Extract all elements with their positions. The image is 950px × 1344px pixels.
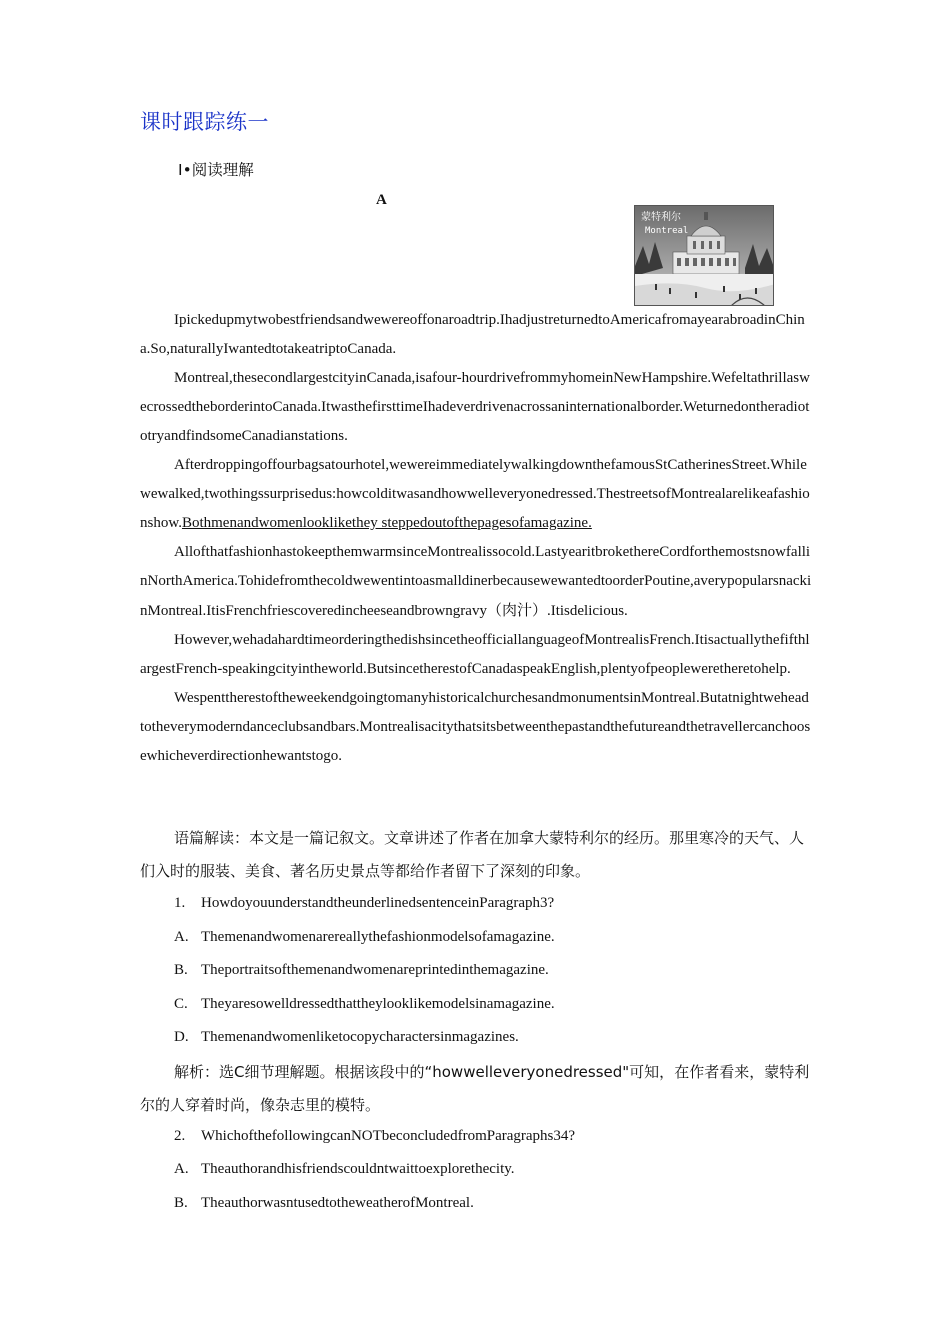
option-text: TheauthorwasntusedtotheweatherofMontreal.: [201, 1195, 474, 1211]
underlined-sentence: Bothmenandwomenlooklikethey steppedoutofthepagesofamagazine.: [181, 515, 592, 531]
question-number: 2.: [174, 1128, 186, 1144]
option-a[interactable]: [174, 929, 555, 946]
question-1-stem: [174, 895, 554, 912]
question-1-analysis: [140, 1056, 812, 1122]
question-number: 1.: [174, 895, 186, 911]
photo-caption-cn: 蒙特利尔: [641, 212, 681, 223]
option-a[interactable]: [174, 1161, 515, 1178]
paragraph-3-text: Afterdroppingoffourbagsatourhotel,wewereimmediatelywalkingdownthefamousStCatherinesStreet.Whilewewalked,twothingssurprisedus:howcolditwasandhowwelleveryonedressed.ThestreetsofMontrealarelikeafashionshow.: [140, 457, 810, 531]
option-text: Theportraitsofthemenandwomenareprintedinthemagazine.: [201, 962, 549, 978]
paragraph-5: However,wehadahardtimeorderingthedishsincetheofficiallanguageofMontrealisFrench.ItisactuallythefifthlargestFrench-speakingcityintheworld.ButsincetherestofCanadaspeakEnglish,plentyofpeopleweretheretohelp.: [140, 632, 810, 677]
option-letter: C.: [174, 996, 188, 1012]
option-d[interactable]: [174, 1029, 519, 1046]
question-stem: WhichofthefollowingcanNOTbeconcludedfromParagraphs34?: [201, 1128, 576, 1144]
montreal-photo: [634, 205, 774, 306]
passage-label: A: [376, 192, 387, 208]
option-letter: B.: [174, 1195, 188, 1211]
question-stem: HowdoyouunderstandtheunderlinedsentenceinParagraph3?: [201, 895, 555, 911]
option-b[interactable]: [174, 1195, 474, 1212]
montreal-photo-image: [635, 206, 774, 306]
option-b[interactable]: [174, 962, 549, 979]
option-text: Themenandwomenliketocopycharactersinmagazines.: [201, 1029, 519, 1045]
analysis-text: 解析：选C细节理解题。根据该段中的“howwelleveryonedressed"可知，在作者看来，蒙特利尔的人穿着时尚，像杂志里的模特。: [140, 1063, 810, 1114]
option-letter: D.: [174, 1029, 189, 1045]
photo-caption-en: Montreal: [645, 226, 689, 236]
option-letter: B.: [174, 962, 188, 978]
page-title: 课时跟踪练一: [140, 110, 269, 134]
paragraph-3: [140, 451, 812, 538]
option-letter: A.: [174, 1161, 189, 1177]
paragraph-4-end: .Itisdelicious.: [546, 603, 628, 619]
option-text: Theauthorandhisfriendscouldntwaittoexplorethecity.: [201, 1161, 515, 1177]
option-text: Themenandwomenarereallythefashionmodelsofamagazine.: [201, 929, 555, 945]
section-heading: Ⅰ•阅读理解: [178, 161, 254, 179]
paragraph-4-text: AllofthatfashionhastokeepthemwarmsinceMontrealissocold.LastyearitbrokethereCordforthemostsnowfallinNorthAmerica.TohidefromthecoldwewentintoasmalldinerbecausewewantedtoorderPoutine,averypopularsnackinMontreal.ItisFrenchfriescoveredincheeseandbrowngravy: [140, 544, 812, 619]
summary-text: 语篇解读：本文是一篇记叙文。文章讲述了作者在加拿大蒙特利尔的经历。那里寒冷的天气、人们入时的服装、美食、著名历史景点等都给作者留下了深刻的印象。: [140, 829, 805, 880]
gravy-gloss: （肉汁）: [486, 601, 547, 619]
option-letter: A.: [174, 929, 189, 945]
passage-body: [140, 306, 812, 771]
passage-summary: [140, 822, 812, 888]
paragraph-1: Ipickedupmytwobestfriendsandwewereoffonaroadtrip.IhadjustreturnedtoAmericafromayearabroadinChina.So,naturallyIwantedtotakeatriptoCanada.: [140, 312, 805, 357]
option-text: Theyaresowelldressedthattheylooklikemodelsinamagazine.: [201, 996, 555, 1012]
paragraph-4: [140, 538, 812, 626]
paragraph-6: WespenttherestoftheweekendgoingtomanyhistoricalchurchesandmonumentsinMontreal.Butatnightweheadtotheverymoderndanceclubsandbars.Montrealisacitythatsitsbetweenthepastandthefutureandthetravellercanchoosewhicheverdirectionhewantstogo.: [140, 690, 811, 764]
paragraph-2: Montreal,thesecondlargestcityinCanada,isafour-hourdrivefrommyhomeinNewHampshire.WefeltathrillaswecrossedtheborderintoCanada.ItwasthefirsttimeIhadeverdrivenacrossaninternationalborder.WeturnedontheradiototryandfindsomeCanadianstations.: [140, 370, 810, 444]
option-c[interactable]: [174, 996, 555, 1013]
question-2-stem: [174, 1128, 575, 1145]
